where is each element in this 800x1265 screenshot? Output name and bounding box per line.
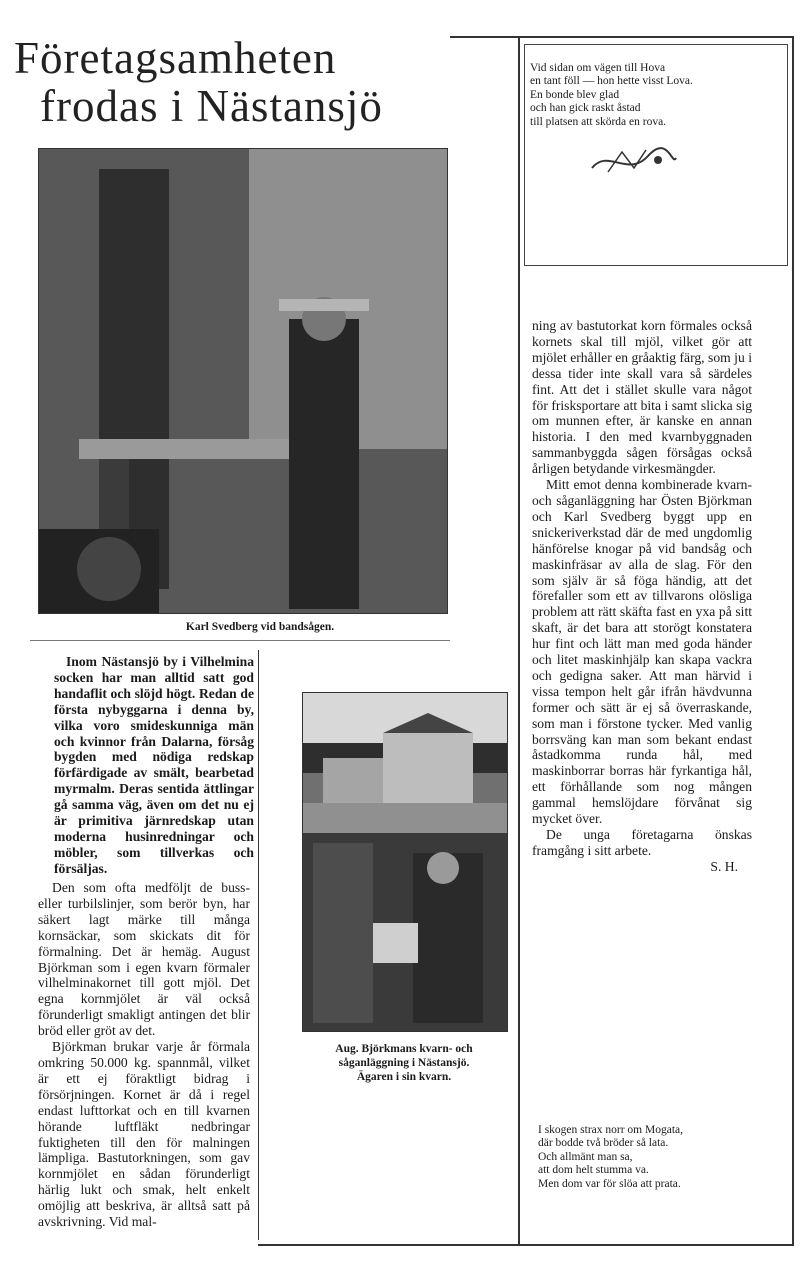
body-right-column [532, 318, 752, 875]
poem-top-line3: En bonde blev glad [530, 88, 620, 101]
photo2-caption-line2: såganläggning i Nästansjö. [338, 1057, 470, 1069]
poem-bottom-line2: där bodde två bröder så lata. [538, 1137, 669, 1150]
divider-top [30, 640, 450, 641]
photo2-caption-line3: Ägaren i sin kvarn. [356, 1071, 452, 1083]
bandsaw-illustration [39, 149, 447, 613]
poem-top-line1: Vid sidan om vägen till Hova [530, 62, 666, 74]
body-right-p1: ning av bastutorkat korn förmales också kornets skal till mjöl, vilket gör att mjölet erhåller en gråaktig färg, som ju i dessa tider inte skall vara så särdeles fint. Att det i stället skulle vara något för frisksportare att bita i samt slicka sig om munnen efter, är kanske en annan historia. I den med kvarnbyggnaden sammanbyggda sågen försågas också årligen betydande virkesmängder. [532, 318, 752, 477]
poem-top-line5: till platsen att skörda en rova. [530, 115, 667, 128]
body-right-p2: Mitt emot denna kombinerade kvarn- och såganläggning har Östen Björkman och Karl Svedberg byggt upp en snickeriverkstad där de med ungdomlig hänförelse knogar på vid bandsåg och maskinfräsar av alla de slag. För den som själv är så föga händig, att det förefaller som ett av tillvarons olösliga problem att rätt skäfta fast en yxa på sitt skaft, är det bara att storögt konstatera hur fint och lätt man med goda händer och litet maskinhjälp kan skapa vackra och gedigna saker. Att man härvid i vissa tempon helt går ifrån hävdvunna former och sätt är ej så överraskande, som man i förstone tycker. Med vanlig borrsväng kan man som bekant endast åstadkomma runda hål, med maskinborrar borras här fyrkantiga hål, ett förhållande som nog mången gammal hemslöjdare förvånat sig mycket över. [532, 477, 752, 827]
body-left-column [38, 880, 250, 1230]
poem-bottom-line3: Och allmänt man sa, [538, 1150, 633, 1163]
lede-paragraph [54, 654, 254, 877]
lede-text: Inom Nästansjö by i Vilhelmina socken har man alltid satt god handaflit och slöjd högt. Redan de första nybyggarna i denna by, vilka voro smideskunniga män och kvinnor från Dalarna, försåg bygden med nödiga redskap förfärdigade av smält, bearbetad myrmalm. Deras sentida ättlingar gå samma väg, även om det nu ej är primitiva järnredskap utan moderna husinredningar och möbler, som tillverkas och försäljas. [54, 654, 254, 876]
photo2-caption [292, 1042, 516, 1084]
photo-bandsaw [38, 148, 448, 614]
body-left-p2: Björkman brukar varje år förmala omkring 50.000 kg. spannmål, vilket är ett ej föraktligt bidrag i försörjningen. Kornet är då i regel endast lufttorkat och en till kvarnen hörande luftfläkt nedbringar fuktigheten till den för malningen lämpliga. Bastutorkningen, som gav kornmjölet en sådan förunderligt härlig lukt och smak, helt enkelt omöjlig att beskriva, är alltså satt på avskrivning. Vid mal- [38, 1039, 250, 1230]
page-rule-top [450, 36, 794, 38]
body-right-p3: De unga företagarna önskas framgång i sitt arbete. [532, 827, 752, 858]
signature: S. H. [710, 858, 738, 874]
poem-top-line4: och han gick raskt åstad [530, 102, 641, 115]
photo2-caption-line1: Aug. Björkmans kvarn- och [335, 1043, 473, 1055]
page-rule-right [792, 36, 794, 1246]
poem-top [530, 62, 780, 129]
headline [14, 34, 484, 130]
column-rule-right [518, 36, 520, 1246]
column-rule-left [258, 650, 259, 1240]
page-rule-bottom [258, 1244, 794, 1246]
photo-mill [302, 692, 508, 1032]
headline-line2: frodas i Nästansjö [40, 81, 383, 131]
headline-line1: Företagsamheten [14, 33, 337, 83]
poem-bottom [538, 1124, 778, 1191]
poem-bottom-line4: att dom helt stumma va. [538, 1164, 649, 1177]
poem-bottom-line5: Men dom var för slöa att prata. [538, 1177, 681, 1190]
poem-top-line2: en tant föll — hon hette visst Lova. [530, 75, 693, 88]
ornament-drawing [588, 138, 680, 186]
mill-illustration [303, 693, 507, 1031]
body-left-p1: Den som ofta medföljt de buss- eller turbilslinjer, som berör byn, har säkert lagt märke till många kornsäckar, som skickats dit för förmalning. Det är hemäg. August Björkman som i egen kvarn förmaler vilhelminakornet till gott mjöl. Det egna kornmjölet är väl också förunderligt smakligt antingen det blir bröd eller gröt av det. [38, 880, 250, 1039]
poem-bottom-line1: I skogen strax norr om Mogata, [538, 1124, 683, 1136]
photo1-caption: Karl Svedberg vid bandsågen. [185, 621, 335, 633]
